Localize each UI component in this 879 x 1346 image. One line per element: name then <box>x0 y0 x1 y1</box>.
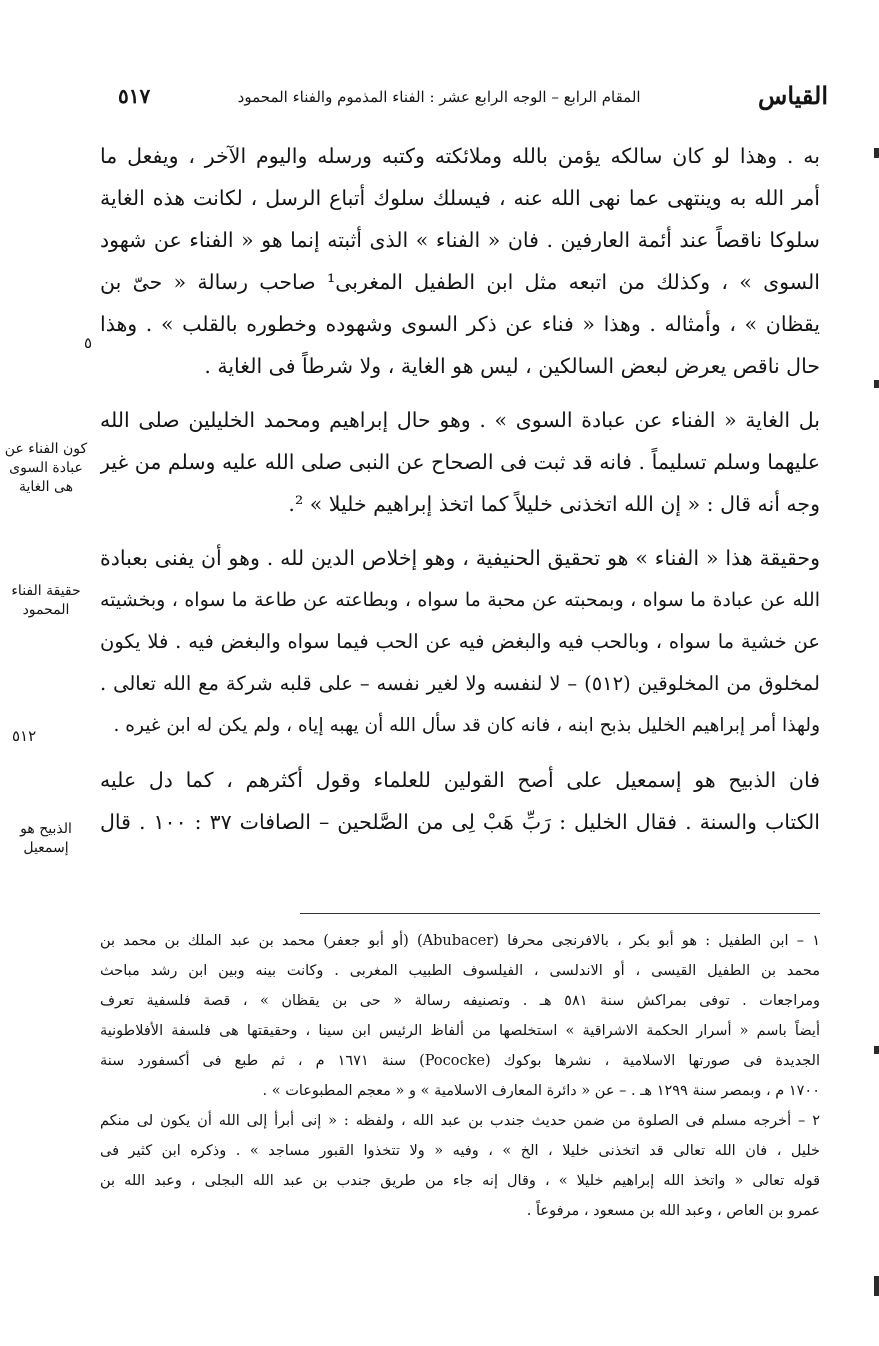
footnote-line: ومراجعات . توفى بمراكش سنة ٥٨١ هـ . وتصنيفه رسالة « حى بن يقظان » ، قصة فلسفية تعرف <box>100 993 820 1009</box>
text-line: ولهذا أمر إبراهيم الخليل بذبح ابنه ، فانه كان قد سأل الله أن يهبه إياه ، ولم يكن له ابن غيره . <box>113 715 820 736</box>
marginal-page-reference: ٥١٢ <box>12 727 37 745</box>
text-line: الكتاب والسنة . فقال الخليل : رَبِّ هَبْ لِى من الصَّلحين – الصافات ٣٧ : ١٠٠ . قال <box>100 810 820 834</box>
text-line: عن خشية ما سواه ، وبالحب فيه والبغض فيه عن الحب فيما سواه والبغض فيه . فلا يكون <box>100 630 820 653</box>
text-line: وجه أنه قال : « إن الله اتخذنى خليلاً كما اتخذ إبراهيم خليلا » ². <box>288 492 820 516</box>
margin-note: حقيقة الفناء المحمود <box>11 583 81 618</box>
text-line: يقظان » ، وأمثاله . وهذا « فناء عن ذكر السوى وشهوده وخطوره بالقلب » . وهذا <box>100 312 820 336</box>
line-number-marker: ٥ <box>84 334 93 352</box>
scan-edge-mark <box>874 1046 879 1054</box>
text-line: سلوكا ناقصاً عند أئمة العارفين . فان « الفناء » الذى أثبته إنما هو « الفناء عن شهود <box>100 228 820 252</box>
text-line: السوى » ، وكذلك من اتبعه مثل ابن الطفيل المغربى¹ صاحب رسالة « حىّ بن <box>100 270 820 294</box>
footnote-line: قوله تعالى « واتخذ الله إبراهيم خليلا » ، وقال إنه جاء من طريق جندب بن عبد الله البجلى ، وعبد الله بن <box>100 1173 820 1189</box>
scan-edge-mark <box>874 1276 879 1296</box>
footnote-line: محمد بن الطفيل القيسى ، أو الاندلسى ، الفيلسوف الطبيب المغربى . وكانت بينه وبين ابن رشد مباحث <box>100 963 820 979</box>
footnote-line: ٢ – أخرجه مسلم فى الصلوة من ضمن حديث جندب بن عبد الله ، ولفظه : « إنى أبرأ إلى الله أن يكون لى منكم <box>100 1113 820 1129</box>
footnote <box>100 1106 820 1226</box>
text-line: عليهما وسلم تسليماً . فانه قد ثبت فى الصحاح عن النبى صلى الله عليه وسلم من غير <box>100 450 820 474</box>
text-line: فان الذبيح هو إسمعيل على أصح القولين للعلماء وقول أكثرهم ، كما دل عليه <box>100 768 820 792</box>
running-header <box>118 70 828 110</box>
text-line: بل الغاية « الفناء عن عبادة السوى » . وهو حال إبراهيم ومحمد الخليلين صلى الله <box>100 408 820 432</box>
footnote-line: خليل ، فان الله تعالى قد اتخذنى خليلا ، الخ » ، وفيه « ولا تتخذوا القبور مساجد » . وذكره ابن كثير فى <box>100 1143 820 1159</box>
text-line: به . وهذا لو كان سالكه يؤمن بالله وملائكته وكتبه ورسله واليوم الآخر ، ويفعل ما <box>100 144 820 168</box>
margin-note: الذبيح هو إسمعيل <box>20 821 72 856</box>
footnotes <box>100 926 820 1226</box>
footnote <box>100 926 820 1106</box>
text-line: وحقيقة هذا « الفناء » هو تحقيق الحنيفية ، وهو إخلاص الدين لله . وهو أن يفنى بعبادة <box>100 546 820 570</box>
footnote-line: ١٧٠٠ م ، وبمصر سنة ١٢٩٩ هـ . – عن « دائرة المعارف الاسلامية » و « معجم المطبوعات » . <box>262 1083 820 1099</box>
paragraph <box>100 135 820 387</box>
text-line: أمر الله به وينتهى عما نهى الله عنه ، فيسلك سلوك أتباع الرسل ، لكانت هذه الغاية <box>100 186 820 210</box>
main-text <box>100 135 820 843</box>
footnote-line: أيضاً باسم « أسرار الحكمة الاشراقية » استخلصها من ألفاظ الرئيس ابن سينا ، وحقيقتها هى فلسفة الأفلاطونية <box>100 1023 820 1039</box>
chapter-title: القياس <box>758 81 828 110</box>
footnote-line: ١ – ابن الطفيل : هو أبو بكر ، بالافرنجى محرفا (Abubacer) (أو أبو جعفر) محمد بن عبد الملك بن محمد بن <box>100 933 820 949</box>
paragraph <box>100 537 820 747</box>
footnote-separator <box>300 913 820 914</box>
text-line: حال ناقص يعرض لبعض السالكين ، ليس هو الغاية ، ولا شرطاً فى الغاية . <box>204 354 820 378</box>
footnote-line: الجديدة فى صورتها الاسلامية ، نشرها بوكوك (Pococke) سنة ١٦٧١ م ، ثم طبع فى أكسفورد سنة <box>100 1053 820 1069</box>
margin-note: كون الفناء عن عبادة السوى هى الغاية <box>4 441 88 495</box>
text-line: الله عن عبادة ما سواه ، وبمحبته عن محبة ما سواه ، وبطاعته عن طاعة ما سواه ، وبخشيته <box>100 589 820 611</box>
paragraph <box>100 399 820 525</box>
page-number: ٥١٧ <box>118 84 151 108</box>
section-subtitle: المقام الرابع – الوجه الرابع عشر : الفناء المذموم والفناء المحمود <box>237 88 641 106</box>
footnote-line: عمرو بن العاص ، وعبد الله بن مسعود ، مرفوعاً . <box>526 1203 820 1219</box>
scan-edge-mark <box>874 380 879 388</box>
paragraph <box>100 759 820 843</box>
scan-edge-mark <box>874 148 879 158</box>
text-line: لمخلوق من المخلوقين (٥١٢) – لا لنفسه ولا لغير نفسه – على قلبه شركة مع الله تعالى . <box>100 672 820 695</box>
